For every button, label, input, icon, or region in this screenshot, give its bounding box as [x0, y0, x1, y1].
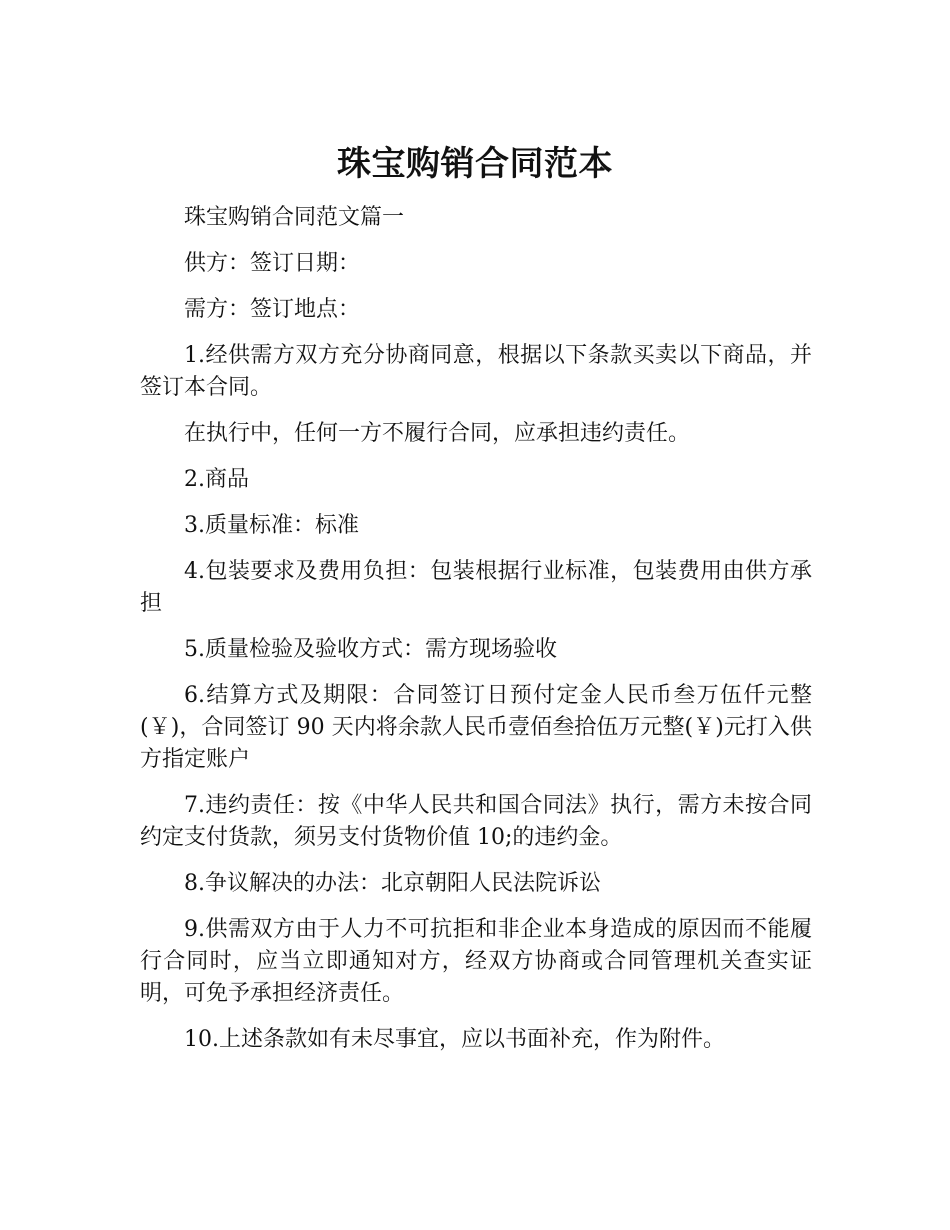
paragraph-clause-1: 1.经供需方双方充分协商同意，根据以下条款买卖以下商品，并签订本合同。 — [140, 343, 812, 400]
paragraph-clause-2: 2.商品 — [184, 467, 249, 492]
paragraph-clause-10: 10.上述条款如有未尽事宜，应以书面补充，作为附件。 — [184, 1027, 725, 1052]
paragraph-clause-5: 5.质量检验及验收方式：需方现场验收 — [184, 637, 557, 662]
paragraph-clause-4: 4.包装要求及费用负担：包装根据行业标准，包装费用由供方承担 — [140, 559, 812, 616]
paragraph-clause-8: 8.争议解决的办法：北京朝阳人民法院诉讼 — [184, 871, 601, 896]
paragraph-clause-9: 9.供需双方由于人力不可抗拒和非企业本身造成的原因而不能履行合同时，应当立即通知对方，经双方协商或合同管理机关查实证明，可免予承担经济责任。 — [140, 917, 812, 1006]
paragraph-clause-3: 3.质量标准：标准 — [184, 513, 359, 538]
document-body — [140, 202, 812, 1070]
paragraph-subtitle: 珠宝购销合同范文篇一 — [184, 205, 405, 230]
paragraph-liability-note: 在执行中，任何一方不履行合同，应承担违约责任。 — [184, 421, 691, 446]
paragraph-buyer: 需方：签订地点： — [184, 297, 361, 322]
paragraph-supplier: 供方：签订日期： — [184, 251, 361, 276]
paragraph-clause-7: 7.违约责任：按《中华人民共和国合同法》执行，需方未按合同约定支付货款，须另支付货物价值 10;的违约金。 — [140, 793, 812, 850]
paragraph-clause-6: 6.结算方式及期限：合同签订日预付定金人民币叁万伍仟元整(￥)，合同签订 90 天内将余款人民币壹佰叁拾伍万元整(￥)元打入供方指定账户 — [140, 683, 812, 772]
document-title: 珠宝购销合同范本 — [337, 143, 613, 184]
